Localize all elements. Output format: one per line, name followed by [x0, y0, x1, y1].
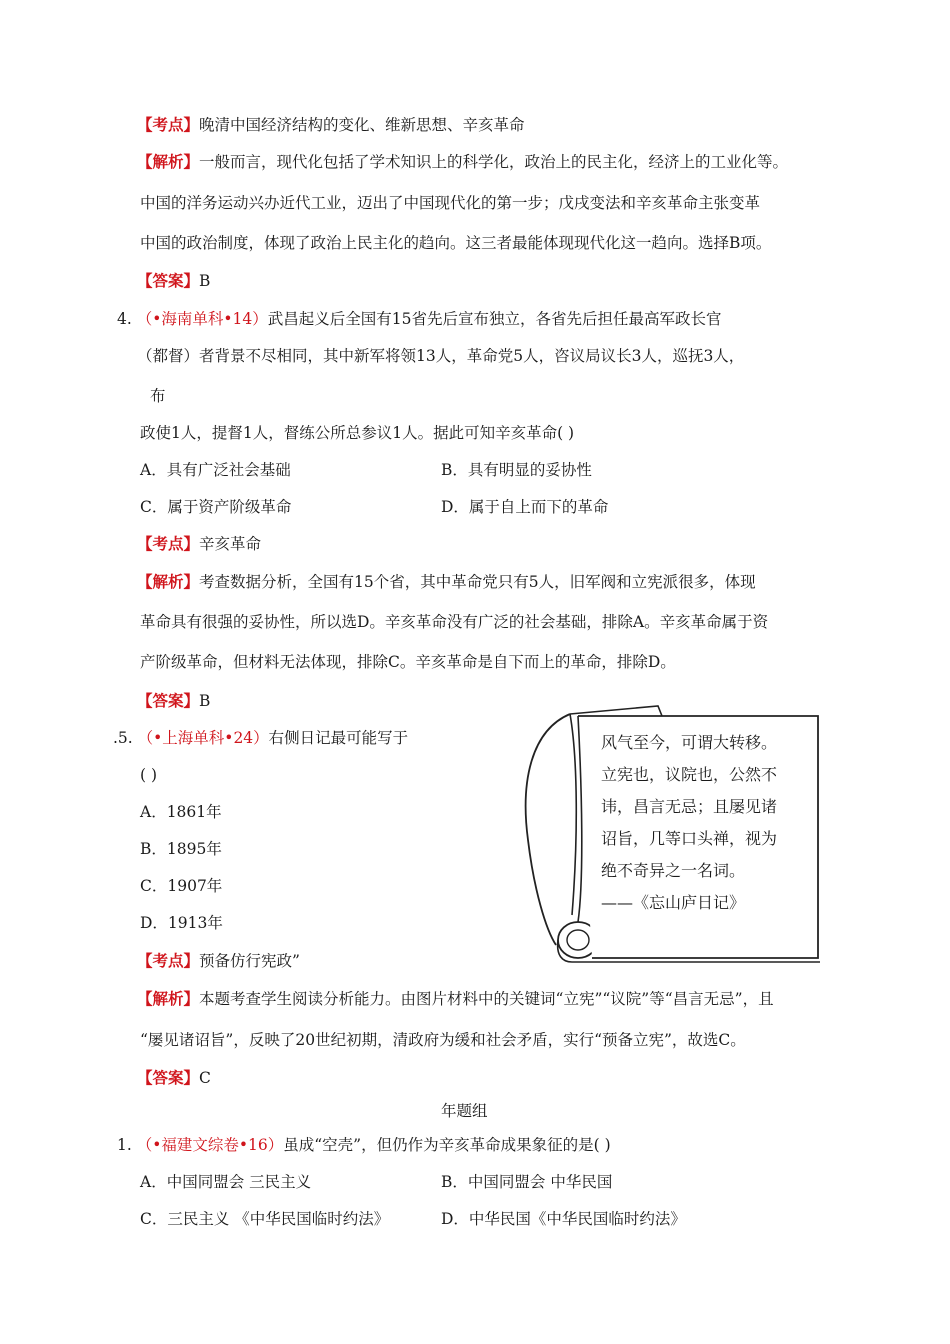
- jiexi-tag: 【解析】: [137, 152, 200, 171]
- q4-option-b: B．具有明显的妥协性: [441, 461, 592, 479]
- q4-option-d: D．属于自上而下的革命: [441, 498, 609, 516]
- q3-jiexi-line-2: 中国的洋务运动兴办近代工业，迈出了中国现代化的第一步；戊戌变法和辛亥革命主张变革: [140, 194, 761, 212]
- g1-option-b: B．中国同盟会 中华民国: [441, 1173, 613, 1191]
- q5-stem-line: [113, 727, 408, 749]
- q4-jiexi-line-3: 产阶级革命，但材料无法体现，排除C。辛亥革命是自下而上的革命，排除D。: [140, 653, 676, 671]
- diary-scroll-illustration: [512, 700, 830, 968]
- q5-kaodian-line: [137, 950, 300, 972]
- jiexi-tag: 【解析】: [137, 572, 200, 591]
- q4-kaodian-line: [137, 533, 261, 555]
- q5-source: （•上海单科•24）: [137, 729, 269, 747]
- q4-stem-line-2: （都督）者背景不尽相同，其中新军将领13人，革命党5人，咨议局议长3人，巡抚3人，: [137, 347, 745, 365]
- q3-kaodian-text: 晚清中国经济结构的变化、维新思想、辛亥革命: [199, 116, 525, 134]
- q4-jiexi-line-1: [137, 571, 756, 593]
- diary-line-4: 诏旨，几等口头禅，视为: [601, 829, 778, 848]
- jiexi-tag: 【解析】: [137, 989, 200, 1008]
- q5-number: .5.: [113, 729, 133, 747]
- g1-option-d: D．中华民国《中华民国临时约法》: [441, 1210, 686, 1228]
- q5-jiexi-text-1: 本题考查学生阅读分析能力。由图片材料中的关键词“立宪”“议院”等“昌言无忌”，且: [199, 990, 774, 1008]
- q4-stem-text-1: 武昌起义后全国有15省先后宣布独立，各省先后担任最高军政长官: [267, 310, 722, 328]
- g1-option-a: A．中国同盟会 三民主义: [140, 1173, 312, 1191]
- q5-stem-text: 右侧日记最可能写于: [268, 729, 409, 747]
- diary-line-5: 绝不奇异之一名词。: [601, 861, 746, 880]
- q5-option-d: D．1913年: [140, 914, 223, 932]
- q5-option-c: C．1907年: [140, 877, 223, 895]
- diary-line-1: 风气至今，可谓大转移。: [601, 733, 778, 752]
- q4-option-a: A．具有广泛社会基础: [140, 461, 291, 479]
- q5-answer-line: [137, 1067, 211, 1089]
- g1-option-c: C．三民主义 《中华民国临时约法》: [140, 1210, 390, 1228]
- q5-jiexi-line-1: [137, 988, 774, 1010]
- q4-option-c: C．属于资产阶级革命: [140, 498, 292, 516]
- kaodian-tag: 【考点】: [137, 115, 200, 134]
- q4-stem-line-4: 政使1人，提督1人，督练公所总参议1人。据此可知辛亥革命( ): [140, 424, 575, 442]
- q4-source: （•海南单科•14）: [136, 310, 268, 328]
- g1-stem-line: [117, 1134, 611, 1156]
- q3-jiexi-line-1: [137, 151, 788, 173]
- q4-jiexi-line-2: 革命具有很强的妥协性，所以选D。辛亥革命没有广泛的社会基础，排除A。辛亥革命属于资: [140, 613, 769, 631]
- q4-number: 4.: [117, 310, 132, 328]
- q5-option-b: B．1895年: [140, 840, 222, 858]
- q5-kaodian-text: 预备仿行宪政”: [199, 952, 300, 970]
- q4-stem-line-3: 布: [150, 387, 166, 405]
- q3-jiexi-text-1: 一般而言，现代化包括了学术知识上的科学化，政治上的民主化，经济上的工业化等。: [199, 153, 789, 171]
- q4-kaodian-text: 辛亥革命: [199, 535, 262, 553]
- g1-source: （•福建文综卷•16）: [136, 1136, 284, 1154]
- q4-stem-line-1: [117, 308, 721, 330]
- daan-tag: 【答案】: [137, 271, 200, 290]
- q4-answer-text: B: [199, 692, 211, 710]
- q5-answer-text: C: [199, 1069, 211, 1087]
- q5-paren: ( ): [140, 766, 158, 784]
- q3-answer-line: [137, 270, 210, 292]
- q5-jiexi-line-2: “屡见诸诏旨”，反映了20世纪初期，清政府为缓和社会矛盾，实行“预备立宪”，故选C。: [140, 1031, 746, 1049]
- q5-option-a: A．1861年: [140, 803, 222, 821]
- q3-jiexi-line-3: 中国的政治制度，体现了政治上民主化的趋向。这三者最能体现现代化这一趋向。选择B项。: [140, 234, 772, 252]
- daan-tag: 【答案】: [137, 1068, 200, 1087]
- diary-line-3: 讳，昌言无忌；且屡见诸: [601, 797, 778, 816]
- group-title: 年题组: [441, 1102, 488, 1120]
- daan-tag: 【答案】: [137, 691, 200, 710]
- kaodian-tag: 【考点】: [137, 534, 200, 553]
- q4-answer-line: [137, 690, 210, 712]
- kaodian-tag: 【考点】: [137, 951, 200, 970]
- q3-kaodian-line: [137, 114, 525, 136]
- g1-stem-text: 虽成“空壳”，但仍作为辛亥革命成果象征的是( ): [283, 1136, 611, 1154]
- q4-jiexi-text-1: 考查数据分析，全国有15个省，其中革命党只有5人，旧军阀和立宪派很多，体现: [199, 573, 756, 591]
- diary-line-2: 立宪也，议院也，公然不: [601, 765, 778, 784]
- q3-answer-text: B: [199, 272, 211, 290]
- diary-source: ——《忘山庐日记》: [601, 893, 746, 912]
- g1-number: 1.: [117, 1136, 132, 1154]
